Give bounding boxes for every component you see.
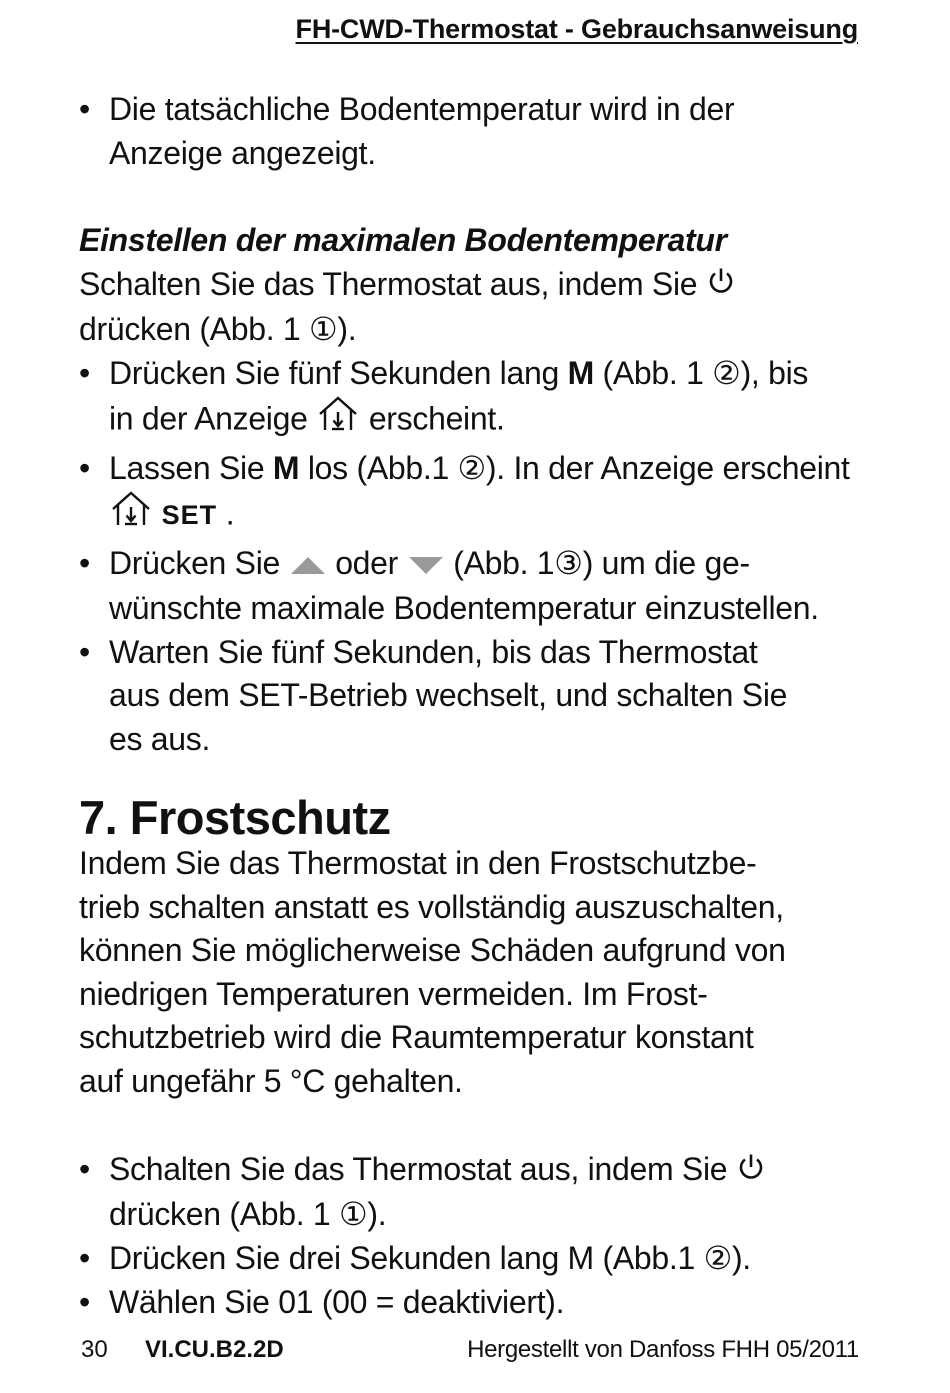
text-line xyxy=(109,395,869,447)
paragraph-line: schutzbetrieb wird die Raumtemperatur konstant xyxy=(79,1019,754,1056)
text-line: es aus. xyxy=(109,721,211,758)
text-line: Warten Sie fünf Sekunden, bis das Thermostat xyxy=(109,633,758,670)
list-item xyxy=(79,88,869,175)
page-header: FH-CWD-Thermostat - Gebrauchsanweisung xyxy=(295,14,858,44)
bullet-dot: • xyxy=(79,91,90,127)
section-heading-frostschutz: 7. Frostschutz xyxy=(79,791,391,844)
bullet-dot: • xyxy=(79,354,90,391)
page-number: 30 xyxy=(81,1336,108,1363)
text-span: Drücken Sie fünf Sekunden lang xyxy=(109,354,568,391)
list-item xyxy=(79,1237,869,1281)
text-span: oder xyxy=(335,544,399,581)
paragraph-line: auf ungefähr 5 °C gehalten. xyxy=(79,1062,463,1099)
text-line xyxy=(109,490,869,542)
paragraph-line: drücken (Abb. 1 ①). xyxy=(79,310,357,347)
text-line xyxy=(109,1148,869,1193)
section-subheading: Einstellen der maximalen Bodentemperatur xyxy=(79,222,727,258)
paragraph-line: Indem Sie das Thermostat in den Frostschutzbe- xyxy=(79,845,757,881)
list-item xyxy=(79,1281,869,1325)
list-item xyxy=(79,352,869,447)
document-code: VI.CU.B2.2D xyxy=(145,1336,284,1363)
text-span: Schalten Sie das Thermostat aus, indem Sie xyxy=(79,265,698,302)
text-span: . xyxy=(225,495,235,532)
power-icon xyxy=(706,264,736,308)
text-line: Wählen Sie 01 (00 = deaktiviert). xyxy=(109,1283,565,1320)
manufacturer-note: Hergestellt von Danfoss FHH 05/2011 xyxy=(467,1336,859,1363)
text-line xyxy=(109,447,869,491)
up-triangle-icon xyxy=(289,544,327,588)
bullet-dot: • xyxy=(79,1283,90,1320)
list-item xyxy=(79,542,869,631)
paragraph-line xyxy=(79,263,869,308)
text-span: erscheint. xyxy=(368,400,505,437)
text-span: Lassen Sie xyxy=(109,449,273,486)
text-span: los (Abb.1 ②). In der Anzeige erscheint xyxy=(299,449,850,486)
bold-key-m: M xyxy=(567,354,594,391)
down-triangle-icon xyxy=(407,544,445,588)
list-item xyxy=(79,1148,869,1237)
text-line: Drücken Sie drei Sekunden lang M (Abb.1 ②). xyxy=(109,1239,751,1276)
text-span: Schalten Sie das Thermostat aus, indem Sie xyxy=(109,1151,728,1187)
bullet-dot: • xyxy=(79,544,90,581)
paragraph-line: niedrigen Temperaturen vermeiden. Im Frost- xyxy=(79,975,708,1012)
text-span: (Abb. 1③) um die ge- xyxy=(453,544,750,581)
bold-key-m: M xyxy=(272,449,300,486)
text-span: Drücken Sie xyxy=(109,544,280,581)
text-line: Die tatsächliche Bodentemperatur wird in der xyxy=(109,91,735,127)
floor-limit-icon xyxy=(316,395,360,447)
page-footer xyxy=(79,1333,859,1367)
bullet-dot: • xyxy=(79,633,90,670)
bullet-dot: • xyxy=(79,449,90,486)
text-line: wünschte maximale Bodentemperatur einzustellen. xyxy=(109,590,819,627)
set-display-label: SET xyxy=(161,500,218,531)
bullet-dot: • xyxy=(79,1239,90,1276)
frost-steps xyxy=(79,1148,869,1324)
text-line xyxy=(109,352,869,396)
floor-limit-icon xyxy=(109,490,153,542)
paragraph-line: trieb schalten anstatt es vollständig auszuschalten, xyxy=(79,888,784,925)
list-item xyxy=(79,631,869,762)
text-line: aus dem SET-Betrieb wechselt, und schalten Sie xyxy=(109,677,788,714)
list-item xyxy=(79,447,869,542)
text-line xyxy=(109,542,869,587)
paragraph-line: können Sie möglicherweise Schäden aufgrund von xyxy=(79,932,786,969)
section-max-floor-temp xyxy=(79,219,869,762)
text-line: Anzeige angezeigt. xyxy=(109,134,376,171)
text-span: (Abb. 1 ②), bis xyxy=(593,354,809,391)
bullet-dot: • xyxy=(79,1151,90,1187)
text-span: in der Anzeige xyxy=(109,400,308,437)
text-line: drücken (Abb. 1 ①). xyxy=(109,1196,387,1233)
power-icon xyxy=(736,1150,766,1194)
frost-paragraph xyxy=(79,842,869,1104)
intro-bullet xyxy=(79,88,869,175)
